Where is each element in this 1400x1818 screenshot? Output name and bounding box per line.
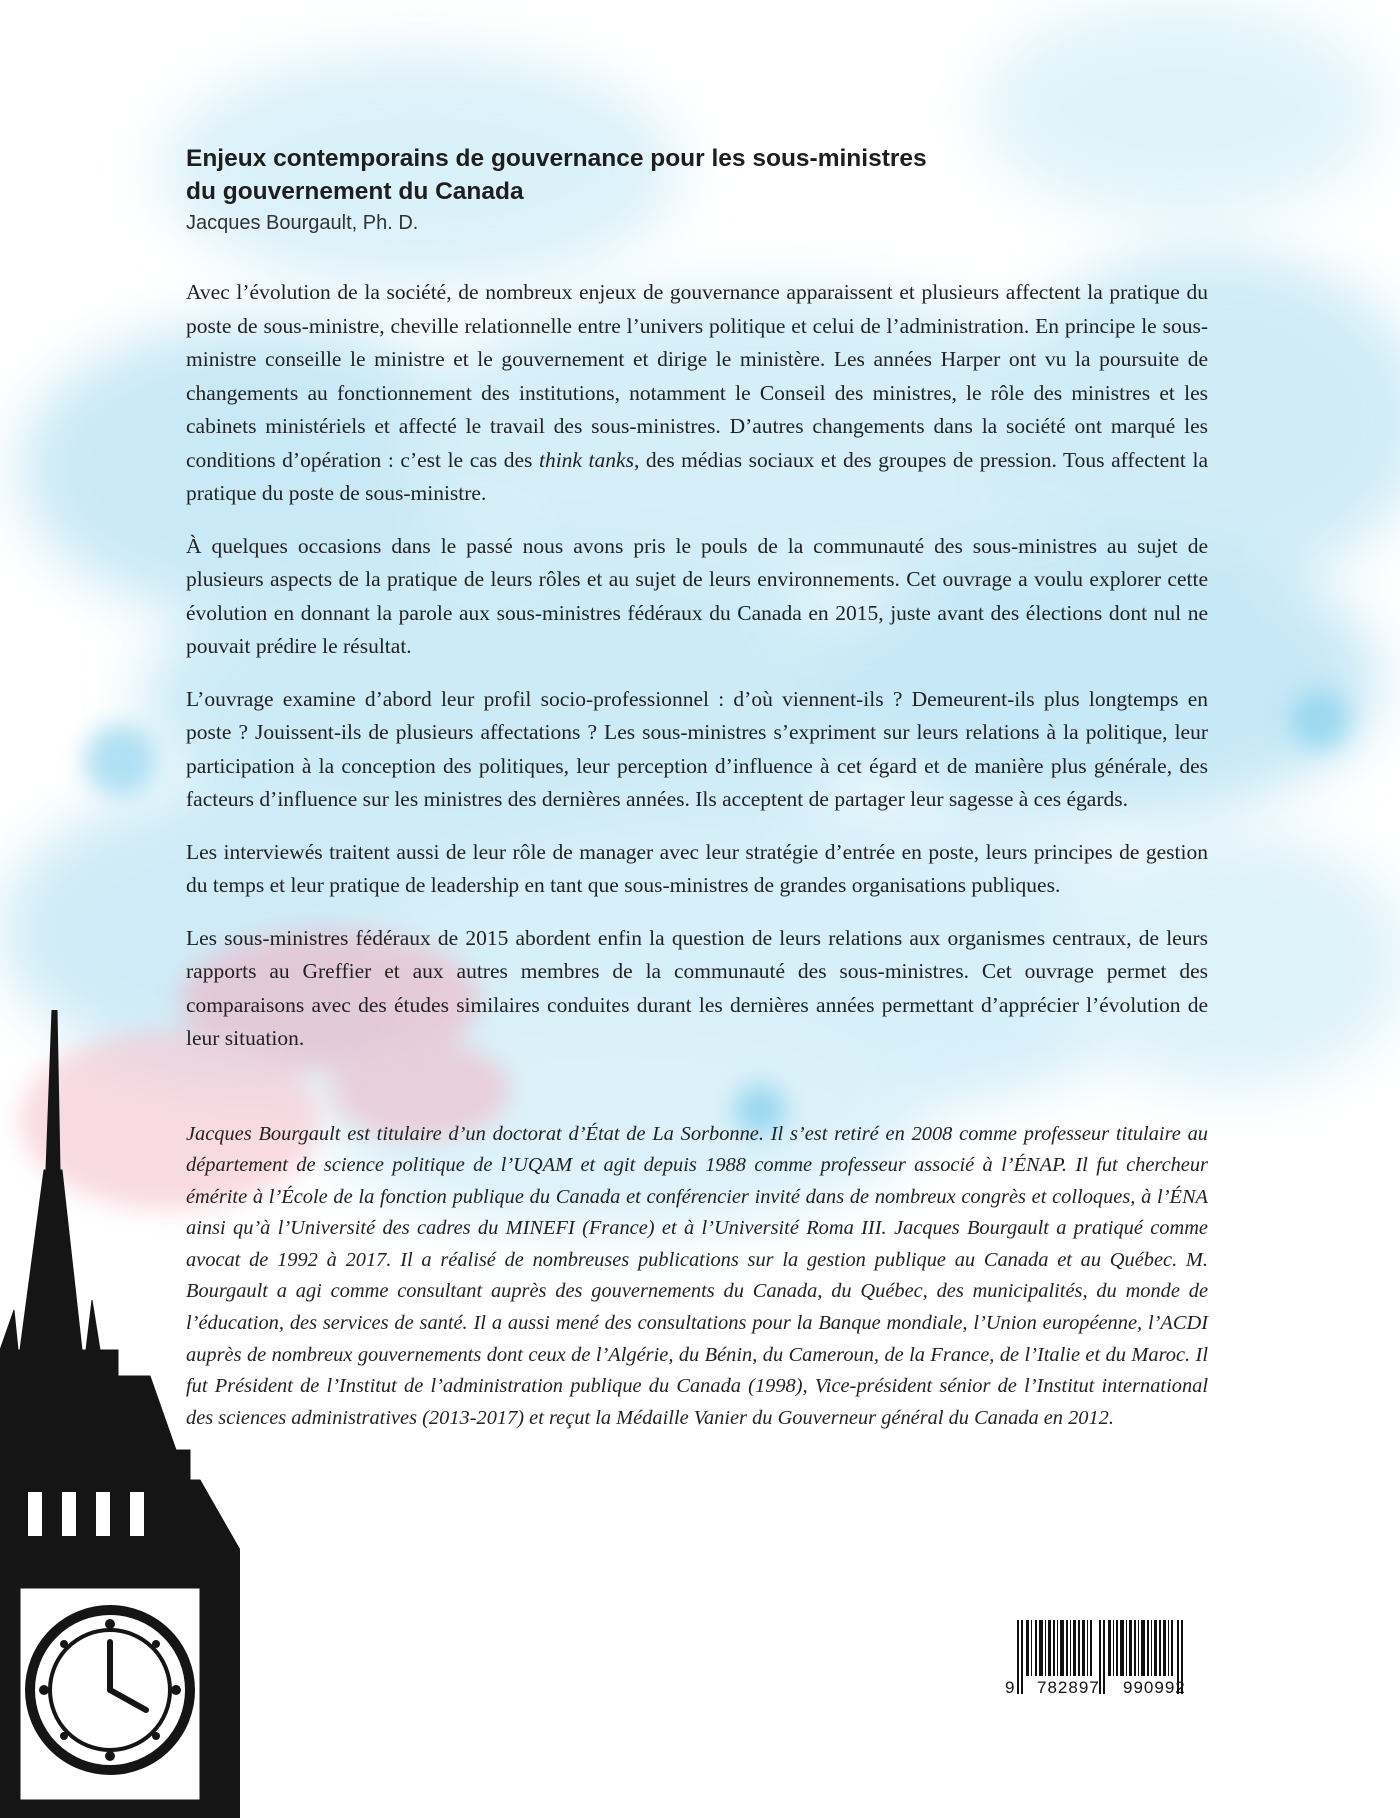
author-biography: Jacques Bourgault est titulaire d’un doctorat d’État de La Sorbonne. Il s’est retiré en 2008 comme professeur titulaire au département de science politique de l’UQAM et agit depuis 1988 comme professeur associé à l’ÉNAP. Il fut chercheur émérite à l’École de la fonction publique du Canada et conférencier invité dans de nombreux congrès et colloques, à l’ÉNA ainsi qu’à l’Université des cadres du MINEFI (France) et à l’Université Roma III. Jacques Bourgault a pratiqué comme avocat de 1992 à 2017. Il a réalisé de nombreuses publications sur la gestion publique au Canada et au Québec. M. Bourgault a agi comme consultant auprès des gouvernements du Canada, du Québec, des municipalités, du monde de l’éducation, des services de santé. Il a aussi mené des consultations pour la Banque mondiale, l’Union européenne, l’ACDI auprès de nombreux gouvernements dont ceux de l’Algérie, du Bénin, du Cameroun, de la France, de l’Italie et du Maroc. Il fut Président de l’Institut de l’administration publique du Canada (1998), Vice-président sénior de l’Institut international des sciences administratives (2013-2017) et reçut la Médaille Vanier du Gouverneur général du Canada en 2012. <box>186 1122 1208 1429</box>
book-title <box>186 142 1208 208</box>
barcode-right-group: 990992 <box>1123 1678 1186 1697</box>
back-cover-text <box>186 142 1208 1434</box>
summary-paragraph-4: Les interviewés traitent aussi de leur rôle de manager avec leur stratégie d’entrée en poste, leurs principes de gestion du temps et leur pratique de leadership en tant que sous-ministres de grandes organisations publiques. <box>186 839 1208 897</box>
summary-paragraph-3: L’ouvrage examine d’abord leur profil socio-professionnel : d’où viennent-ils ? Demeurent-ils plus longtemps en poste ? Jouissent-ils de plusieurs affectations ? Les sous-ministres s’expriment sur leurs relations à la politique, leur participation à la conception des politiques, leur perception d’influence à cet égard et de manière plus générale, des facteurs d’influence sur les ministres des dernières années. Ils acceptent de partager leur sagesse à ces égards. <box>186 686 1208 811</box>
paragraph-1-text-a: Avec l’évolution de la société, de nombreux enjeux de gouvernance apparaissent et plusieurs affectent la pratique du poste de sous-ministre, cheville relationnelle entre l’univers politique et celui de l’administration. En principe le sous-ministre conseille le ministre et le gouvernement et dirige le ministère. Les années Harper ont vu la poursuite de changements au fonctionnement des institutions, notamment le Conseil des ministres, le rôle des ministres et les cabinets ministériels et affecté le travail des sous-ministres. D’autres changements dans la société ont marqué les conditions d’opération : c’est le cas des <box>186 280 1208 472</box>
barcode-icon <box>1003 1618 1199 1726</box>
barcode-left-group: 782897 <box>1037 1678 1100 1697</box>
summary-paragraph-2: À quelques occasions dans le passé nous avons pris le pouls de la communauté des sous-ministres au sujet de plusieurs aspects de la pratique de leurs rôles et au sujet de leurs environnements. Cet ouvrage a voulu explorer cette évolution en donnant la parole aux sous-ministres fédéraux du Canada en 2015, juste avant des élections dont nul ne pouvait prédire le résultat. <box>186 533 1208 658</box>
book-title-line-1: Enjeux contemporains de gouvernance pour les sous-ministres <box>186 145 927 172</box>
summary-paragraph-5: Les sous-ministres fédéraux de 2015 abordent enfin la question de leurs relations aux organismes centraux, de leurs rapports au Greffier et aux autres membres de la communauté des sous-ministres. Cet ouvrage permet des comparaisons avec des études similaires conduites durant les dernières années permettant d’apprécier l’évolution de leur situation. <box>186 925 1208 1050</box>
barcode-first-digit: 9 <box>1005 1678 1016 1697</box>
summary-paragraph-1 <box>186 276 1208 511</box>
paragraph-1-italic: think tanks <box>538 447 634 472</box>
barcode-bars <box>1003 1618 1199 1726</box>
author-name: Jacques Bourgault, Ph. D. <box>186 212 419 234</box>
book-title-line-2: du gouvernement du Canada <box>186 178 524 205</box>
paragraph-1-text-b: , des médias sociaux et des groupes de pression. Tous affectent la pratique du poste de sous-ministre. <box>186 447 1209 505</box>
